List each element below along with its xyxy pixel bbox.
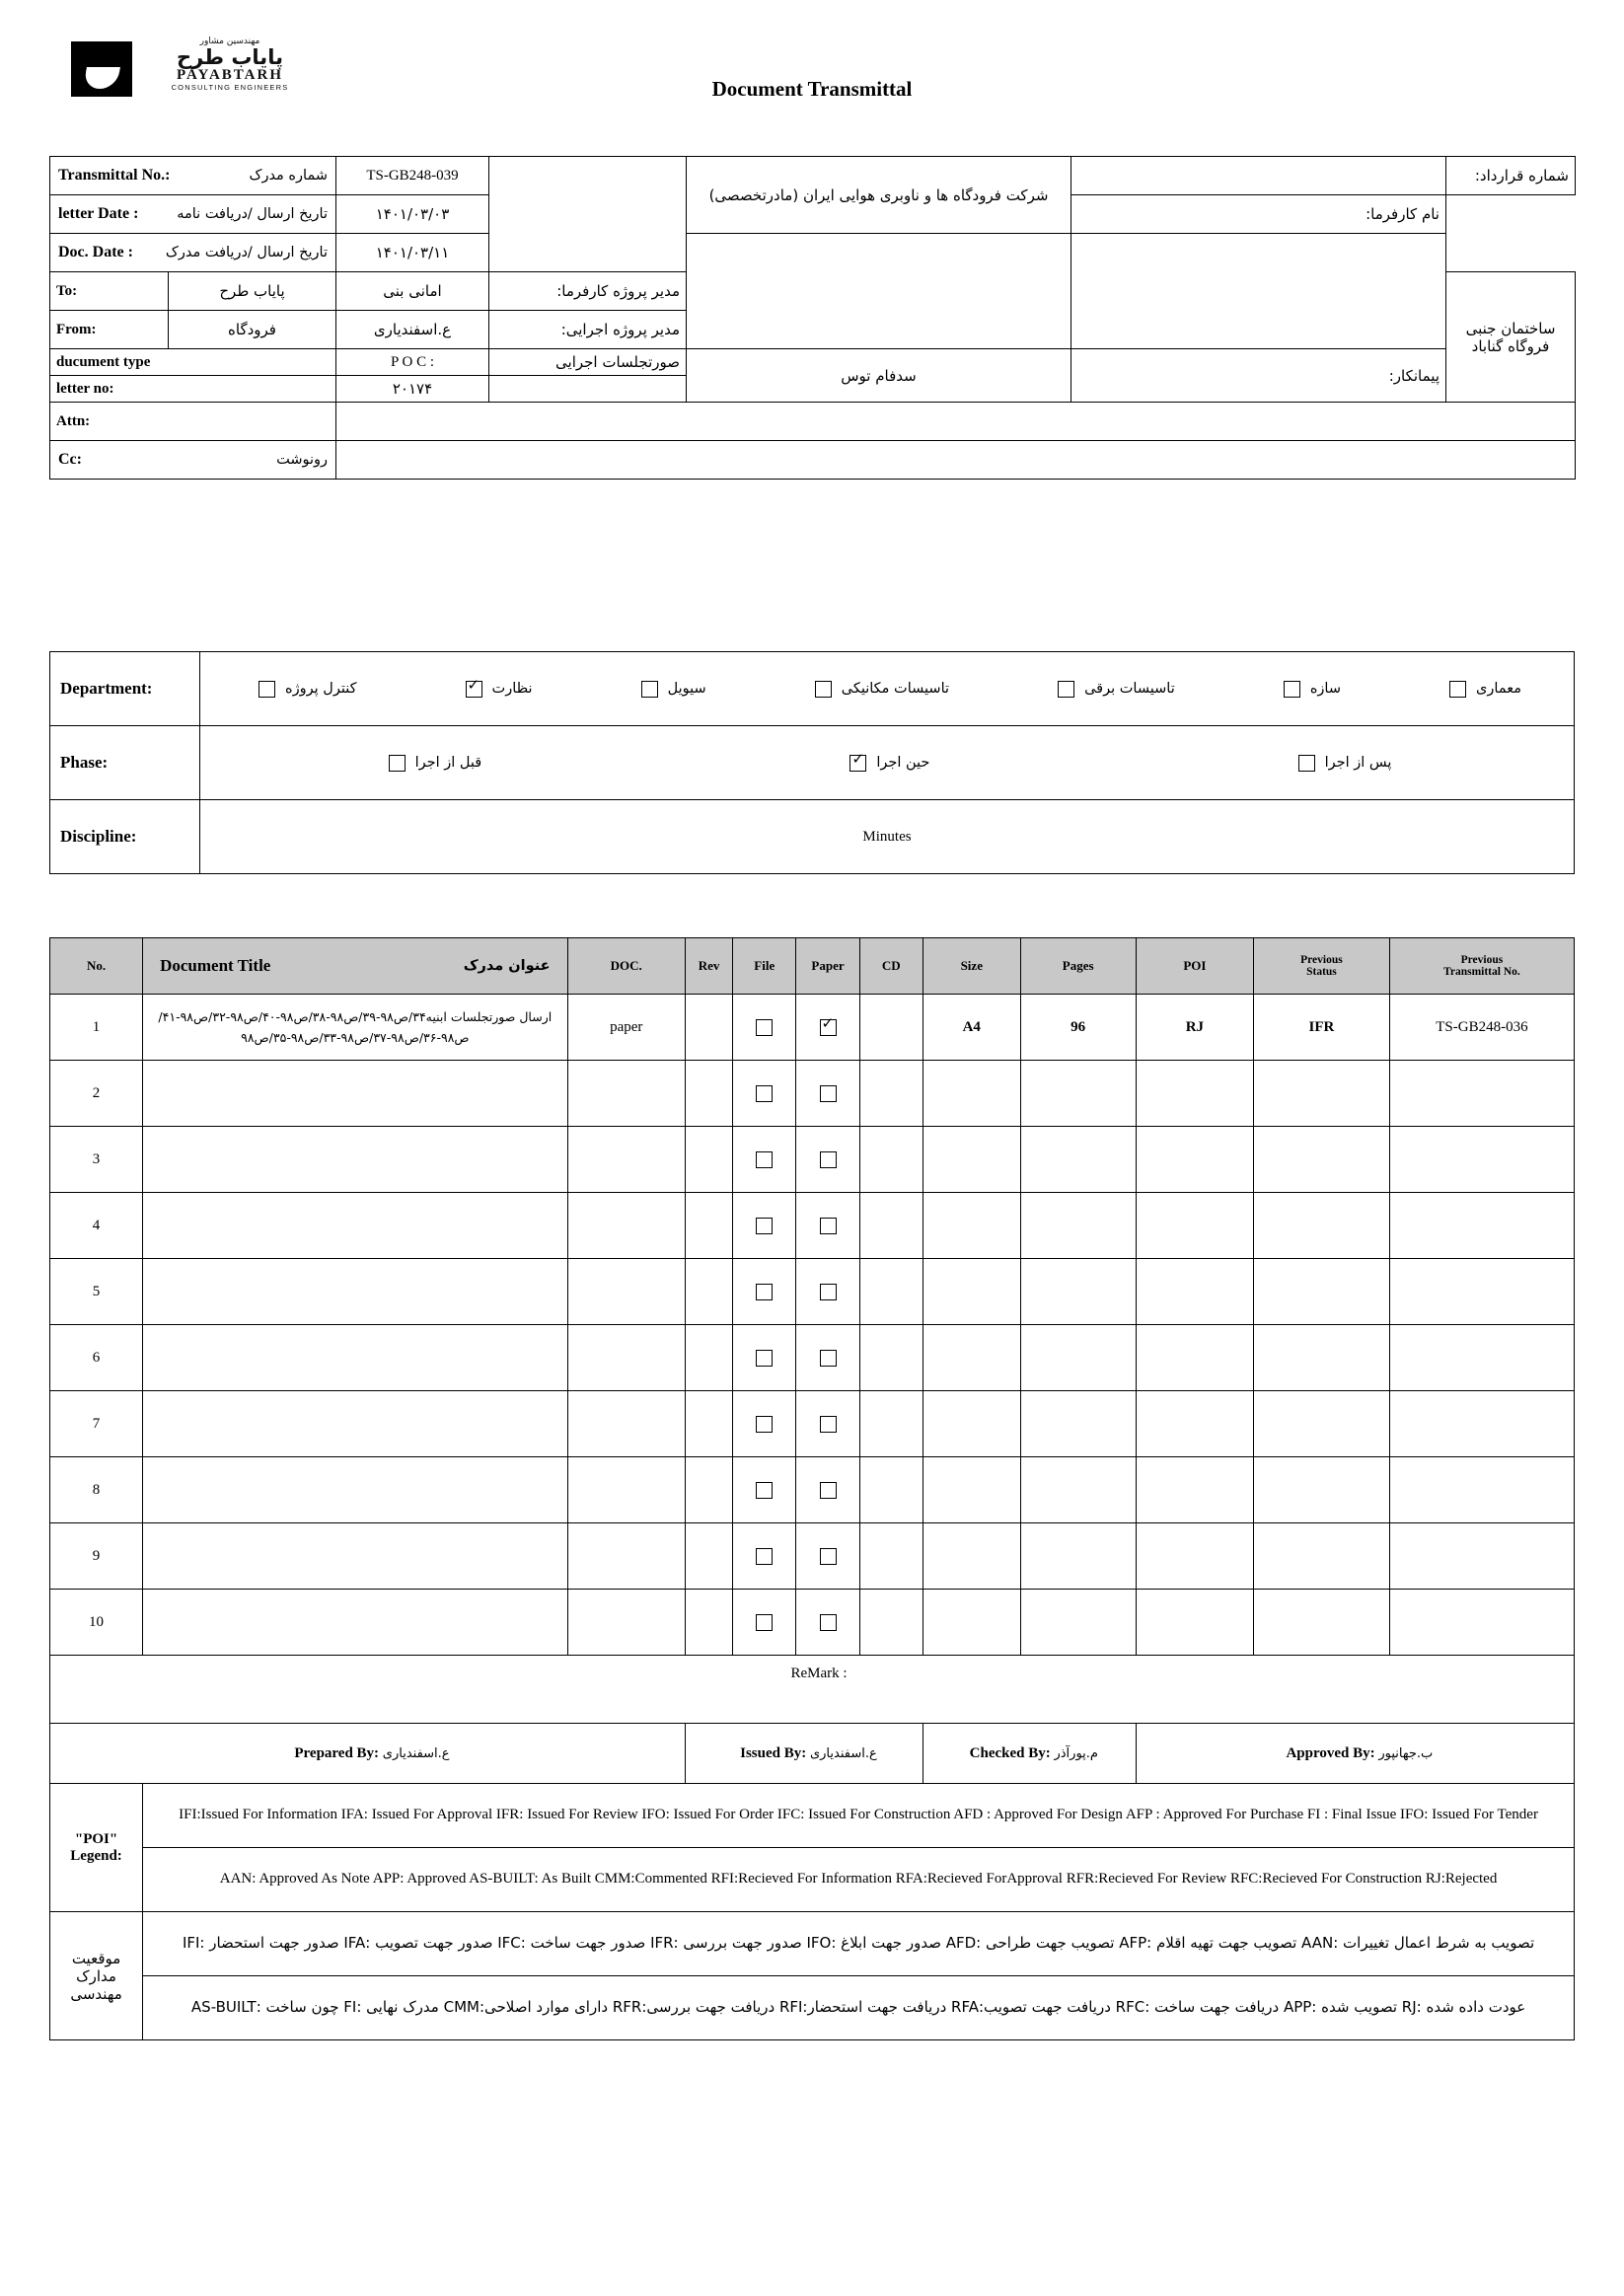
row-rev[interactable]	[685, 1391, 732, 1457]
row-size[interactable]	[923, 1127, 1020, 1193]
table-row	[50, 349, 1576, 376]
row-previous-transmittal[interactable]	[1389, 1061, 1574, 1127]
row-no: 3	[50, 1127, 143, 1193]
checkbox-paper[interactable]	[820, 1019, 837, 1036]
row-cd[interactable]	[859, 1193, 923, 1259]
letter-no-label: letter no:	[50, 376, 336, 403]
row-paper[interactable]	[796, 1457, 859, 1523]
row-pages[interactable]	[1020, 1590, 1136, 1656]
poc-value[interactable]: P O C :	[336, 349, 489, 376]
row-rev[interactable]	[685, 1590, 732, 1656]
letter-no-empty	[489, 376, 687, 403]
row-no: 9	[50, 1523, 143, 1590]
row-cd[interactable]	[859, 1457, 923, 1523]
header-size: Size	[923, 938, 1020, 995]
table-row	[50, 1259, 1575, 1325]
logo-line-2: پایاب طرح	[177, 45, 283, 70]
row-previous-status[interactable]	[1254, 1325, 1390, 1391]
row-doc[interactable]	[567, 1325, 685, 1391]
row-cd[interactable]	[859, 1127, 923, 1193]
phase-option-during[interactable]	[844, 755, 929, 772]
row-size[interactable]	[923, 1457, 1020, 1523]
row-previous-transmittal[interactable]	[1389, 1325, 1574, 1391]
row-rev[interactable]	[685, 1193, 732, 1259]
row-file[interactable]	[733, 1061, 796, 1127]
contractor-value: سدفام توس	[687, 349, 1071, 403]
transmittal-info-table	[49, 156, 1576, 480]
transmittal-no-value[interactable]: TS-GB248-039	[336, 157, 489, 195]
letter-date-label: letter Date : تاریخ ارسال /دریافت نامه	[50, 195, 336, 234]
dept-option-electrical[interactable]	[1052, 681, 1175, 698]
spacer-cell-mid	[687, 234, 1071, 349]
row-no: 10	[50, 1590, 143, 1656]
checkbox-paper[interactable]	[820, 1548, 837, 1565]
row-paper[interactable]	[796, 1325, 859, 1391]
checkbox-paper[interactable]	[820, 1218, 837, 1234]
checkbox-sazeh[interactable]	[1284, 681, 1300, 698]
document-type-fa-label: صورتجلسات اجرایی	[489, 349, 687, 376]
phase-option-label: پس از اجرا	[1324, 755, 1392, 771]
row-document-title[interactable]	[143, 1590, 567, 1656]
employer-name-label: نام کارفرما:	[1071, 195, 1446, 234]
exec-pm-value[interactable]: ع.اسفندیاری	[336, 311, 489, 349]
row-doc[interactable]	[567, 1457, 685, 1523]
row-previous-status[interactable]: IFR	[1254, 995, 1390, 1061]
checkbox-file[interactable]	[756, 1350, 773, 1367]
remark-label: ReMark :	[790, 1666, 848, 1681]
phase-label: Phase:	[50, 726, 200, 800]
employer-pm-value[interactable]: امانی بنی	[336, 272, 489, 311]
contract-no-label: شماره قرارداد:	[1446, 157, 1576, 195]
row-previous-status[interactable]	[1254, 1590, 1390, 1656]
row-paper[interactable]	[796, 1523, 859, 1590]
row-pages[interactable]	[1020, 1391, 1136, 1457]
documents-block	[49, 937, 1575, 2040]
row-paper[interactable]	[796, 1193, 859, 1259]
document-type-label: ducument type	[50, 349, 336, 376]
row-previous-status[interactable]	[1254, 1127, 1390, 1193]
department-label: Department:	[50, 652, 200, 726]
row-file[interactable]	[733, 1193, 796, 1259]
row-paper[interactable]	[796, 1391, 859, 1457]
row-previous-transmittal[interactable]	[1389, 1391, 1574, 1457]
logo-line-3: PAYABTARH	[176, 67, 284, 84]
row-size[interactable]	[923, 1061, 1020, 1127]
row-document-title[interactable]	[143, 1457, 567, 1523]
row-document-title[interactable]	[143, 1325, 567, 1391]
header-previous-status: Previous Status	[1254, 938, 1390, 995]
checkbox-paper[interactable]	[820, 1350, 837, 1367]
row-poi[interactable]	[1136, 1127, 1253, 1193]
checkbox-civil[interactable]	[641, 681, 658, 698]
row-poi[interactable]	[1136, 1391, 1253, 1457]
header-no: No.	[50, 938, 143, 995]
cc-label: Cc: رونوشت	[50, 441, 336, 480]
row-poi[interactable]	[1136, 1061, 1253, 1127]
checkbox-paper[interactable]	[820, 1614, 837, 1631]
letter-date-value[interactable]: ۱۴۰۱/۰۳/۰۳	[336, 195, 489, 234]
spacer-cell-left	[489, 157, 687, 272]
checked-by-cell[interactable]	[923, 1724, 1136, 1784]
row-previous-transmittal[interactable]	[1389, 1457, 1574, 1523]
table-row	[50, 1784, 1575, 1848]
row-no: 6	[50, 1325, 143, 1391]
checkbox-paper[interactable]	[820, 1416, 837, 1433]
checkbox-phase-before[interactable]	[389, 755, 406, 772]
row-pages[interactable]	[1020, 1523, 1136, 1590]
row-poi[interactable]	[1136, 1590, 1253, 1656]
table-row	[50, 441, 1576, 480]
row-doc[interactable]	[567, 1523, 685, 1590]
row-no: 1	[50, 995, 143, 1061]
table-row	[50, 800, 1575, 874]
phase-option-label: حین اجرا	[876, 755, 930, 771]
dept-option-label: نظارت	[491, 681, 533, 697]
table-row	[50, 1724, 1575, 1784]
approved-by-name: ب.جهانپور	[1378, 1745, 1434, 1761]
row-previous-transmittal[interactable]	[1389, 1590, 1574, 1656]
row-paper[interactable]	[796, 1127, 859, 1193]
row-document-title[interactable]	[143, 1061, 567, 1127]
dept-option-supervision[interactable]	[460, 681, 533, 698]
row-size[interactable]: A4	[923, 995, 1020, 1061]
checked-by-name: م.پورآذر	[1054, 1745, 1098, 1761]
row-rev[interactable]	[685, 995, 732, 1061]
row-size[interactable]	[923, 1193, 1020, 1259]
dept-option-label: سیویل	[667, 681, 706, 697]
row-no: 7	[50, 1391, 143, 1457]
row-rev[interactable]	[685, 1325, 732, 1391]
row-cd[interactable]	[859, 1061, 923, 1127]
phase-option-after[interactable]	[1292, 755, 1392, 772]
checkbox-file[interactable]	[756, 1548, 773, 1565]
row-no: 5	[50, 1259, 143, 1325]
issued-by-label: Issued By:	[740, 1744, 807, 1761]
table-row	[50, 1848, 1575, 1912]
checkbox-memari[interactable]	[1449, 681, 1466, 698]
checkbox-file[interactable]	[756, 1416, 773, 1433]
dept-option-label: معماری	[1476, 681, 1521, 697]
phase-option-label: قبل از اجرا	[414, 755, 482, 771]
documents-table	[49, 937, 1575, 2040]
prepared-by-cell[interactable]	[50, 1724, 686, 1784]
issued-by-name: ع.اسفندیاری	[809, 1745, 877, 1761]
poi-legend-fa-label: موقعیت مدارک مهندسی	[50, 1912, 143, 2040]
row-cd[interactable]	[859, 1259, 923, 1325]
checkbox-paper[interactable]	[820, 1151, 837, 1168]
doc-date-label: Doc. Date : تاریخ ارسال /دریافت مدرک	[50, 234, 336, 272]
row-rev[interactable]	[685, 1127, 732, 1193]
department-block	[49, 651, 1575, 874]
row-doc[interactable]	[567, 1061, 685, 1127]
row-document-title[interactable]	[143, 1523, 567, 1590]
table-row	[50, 1127, 1575, 1193]
row-doc[interactable]	[567, 1193, 685, 1259]
row-poi[interactable]	[1136, 1259, 1253, 1325]
checked-by-label: Checked By:	[969, 1744, 1051, 1761]
row-file[interactable]	[733, 1325, 796, 1391]
row-document-title[interactable]	[143, 1193, 567, 1259]
prepared-by-name: ع.اسفندیاری	[382, 1745, 450, 1761]
header-previous-transmittal: Previous Transmittal No.	[1389, 938, 1574, 995]
table-row	[50, 1656, 1575, 1724]
row-size[interactable]	[923, 1391, 1020, 1457]
row-rev[interactable]	[685, 1523, 732, 1590]
attn-value[interactable]	[336, 403, 1576, 441]
header-document-title: Document Title عنوان مدرک	[143, 938, 567, 995]
department-options	[200, 652, 1575, 726]
row-pages[interactable]	[1020, 1259, 1136, 1325]
row-poi[interactable]	[1136, 1193, 1253, 1259]
row-cd[interactable]	[859, 1590, 923, 1656]
logo-line-1: مهندسین مشاور	[199, 37, 260, 46]
table-row	[50, 1590, 1575, 1656]
checkbox-paper[interactable]	[820, 1482, 837, 1499]
dept-option-sazeh[interactable]	[1278, 681, 1341, 698]
row-paper[interactable]	[796, 1259, 859, 1325]
row-doc[interactable]	[567, 1259, 685, 1325]
row-file[interactable]	[733, 1259, 796, 1325]
row-previous-transmittal[interactable]	[1389, 1127, 1574, 1193]
row-pages[interactable]	[1020, 1457, 1136, 1523]
header-file: File	[733, 938, 796, 995]
employer-name-value: شرکت فرودگاه ها و ناوبری هوایی ایران (مادرتخصصی)	[687, 157, 1071, 234]
page-title: Document Transmittal	[711, 77, 913, 101]
row-rev[interactable]	[685, 1259, 732, 1325]
row-doc[interactable]	[567, 1590, 685, 1656]
approved-by-label: Approved By:	[1286, 1744, 1375, 1761]
checkbox-supervision[interactable]	[466, 681, 482, 698]
row-file[interactable]	[733, 1391, 796, 1457]
row-paper[interactable]	[796, 1590, 859, 1656]
row-previous-status[interactable]	[1254, 1391, 1390, 1457]
poi-legend-label: "POI" Legend:	[50, 1784, 143, 1912]
row-pages[interactable]	[1020, 1193, 1136, 1259]
checkbox-phase-during[interactable]	[849, 755, 866, 772]
spacer-cell-right	[1071, 234, 1446, 349]
row-file[interactable]	[733, 1457, 796, 1523]
attn-label: Attn:	[50, 403, 336, 441]
row-no: 8	[50, 1457, 143, 1523]
table-row	[50, 1523, 1575, 1590]
row-previous-status[interactable]	[1254, 1523, 1390, 1590]
checkbox-file[interactable]	[756, 1614, 773, 1631]
table-row	[50, 1912, 1575, 1976]
row-cd[interactable]	[859, 1391, 923, 1457]
legend-fa-line-2: عودت داده شده :RJ تصویب شده :APP دریافت جهت ساخت :RFC دریافت جهت تصویب:RFA دریافت جهت استحضار:RFI دریافت جهت بررسی:RFR دارای موارد اصلاحی:CMM مدرک نهایی :FI چون ساخت :AS-BUILT	[143, 1976, 1575, 2040]
dept-option-label: تاسیسات برقی	[1084, 681, 1175, 697]
row-cd[interactable]	[859, 1325, 923, 1391]
row-size[interactable]	[923, 1325, 1020, 1391]
header-pages: Pages	[1020, 938, 1136, 995]
row-rev[interactable]	[685, 1061, 732, 1127]
from-label: From:	[50, 311, 169, 349]
legend-en-line-1: IFI:Issued For Information IFA: Issued For Approval IFR: Issued For Review IFO: Issued For Order IFC: Issued For Construction AFD : Approved For Design AFP : Approved For Purchase FI : Final Issue IFO: Issued For Tender	[143, 1784, 1575, 1848]
header-poi: POI	[1136, 938, 1253, 995]
row-previous-status[interactable]	[1254, 1259, 1390, 1325]
department-table	[49, 651, 1575, 874]
row-pages[interactable]	[1020, 1127, 1136, 1193]
phase-options	[200, 726, 1575, 800]
row-document-title[interactable]	[143, 1259, 567, 1325]
phase-option-before[interactable]	[383, 755, 482, 772]
cc-value[interactable]	[336, 441, 1576, 480]
issued-by-cell[interactable]	[685, 1724, 923, 1784]
row-pages[interactable]: 96	[1020, 995, 1136, 1061]
table-row	[50, 403, 1576, 441]
table-row	[50, 726, 1575, 800]
checkbox-paper[interactable]	[820, 1284, 837, 1300]
header-rev: Rev	[685, 938, 732, 995]
dept-option-memari[interactable]	[1443, 681, 1521, 698]
remark-cell[interactable]	[50, 1656, 1575, 1724]
dept-option-label: تاسیسات مکانیکی	[841, 681, 950, 697]
checkbox-project-control[interactable]	[258, 681, 275, 698]
row-previous-transmittal[interactable]	[1389, 1523, 1574, 1590]
row-doc[interactable]: paper	[567, 995, 685, 1061]
table-row	[50, 1061, 1575, 1127]
row-document-title[interactable]	[143, 1391, 567, 1457]
checkbox-phase-after[interactable]	[1298, 755, 1315, 772]
table-row	[50, 1391, 1575, 1457]
checkbox-file[interactable]	[756, 1218, 773, 1234]
table-row	[50, 652, 1575, 726]
row-size[interactable]	[923, 1259, 1020, 1325]
row-file[interactable]	[733, 995, 796, 1061]
row-previous-status[interactable]	[1254, 1193, 1390, 1259]
row-document-title[interactable]: ارسال صورتجلسات ابنیه۳۴/ص۹۸-۳۹/ص۹۸-۳۸/ص۹۸-۴۰/ص۹۸-۳۲/ص۹۸-۴۱/ص۹۸-۳۶/ص۹۸-۳۷/ص۹۸-۳۳/ص۹۸-۳۵/ص۹۸	[143, 995, 567, 1061]
row-previous-status[interactable]	[1254, 1457, 1390, 1523]
dept-option-project-control[interactable]	[253, 681, 356, 698]
prepared-by-label: Prepared By:	[294, 1744, 380, 1761]
checkbox-electrical[interactable]	[1058, 681, 1074, 698]
row-rev[interactable]	[685, 1457, 732, 1523]
table-row	[50, 1976, 1575, 2040]
row-doc[interactable]	[567, 1391, 685, 1457]
discipline-value[interactable]: Minutes	[200, 800, 1575, 874]
approved-by-cell[interactable]	[1136, 1724, 1574, 1784]
table-row	[50, 1193, 1575, 1259]
row-poi[interactable]	[1136, 1457, 1253, 1523]
row-previous-transmittal[interactable]	[1389, 1259, 1574, 1325]
to-value-fa[interactable]: پایاب طرح	[169, 272, 336, 311]
exec-pm-label: مدیر پروژه اجرایی:	[489, 311, 687, 349]
dept-option-label: سازه	[1309, 681, 1341, 697]
from-value-fa[interactable]: فرودگاه	[169, 311, 336, 349]
row-cd[interactable]	[859, 995, 923, 1061]
checkbox-paper[interactable]	[820, 1085, 837, 1102]
row-poi[interactable]: RJ	[1136, 995, 1253, 1061]
row-size[interactable]	[923, 1590, 1020, 1656]
row-pages[interactable]	[1020, 1061, 1136, 1127]
row-cd[interactable]	[859, 1523, 923, 1590]
row-poi[interactable]	[1136, 1523, 1253, 1590]
dept-option-mechanical[interactable]	[809, 681, 949, 698]
letter-no-value[interactable]: ۲۰۱۷۴	[336, 376, 489, 403]
logo-line-4: CONSULTING ENGINEERS	[171, 83, 289, 93]
table-row	[50, 234, 1576, 272]
row-pages[interactable]	[1020, 1325, 1136, 1391]
row-doc[interactable]	[567, 1127, 685, 1193]
row-file[interactable]	[733, 1127, 796, 1193]
header-doc: DOC.	[567, 938, 685, 995]
legend-en-line-2: AAN: Approved As Note APP: Approved AS-BUILT: As Built CMM:Commented RFI:Recieved For Information RFA:Recieved ForApproval RFR:Recieved For Review RFC:Recieved For Construction RJ:Rejected	[143, 1848, 1575, 1912]
table-header-row	[50, 938, 1575, 995]
dept-option-label: کنترل پروژه	[285, 681, 357, 697]
row-file[interactable]	[733, 1523, 796, 1590]
table-row	[50, 157, 1576, 195]
row-paper[interactable]	[796, 995, 859, 1061]
row-document-title[interactable]	[143, 1127, 567, 1193]
checkbox-file[interactable]	[756, 1151, 773, 1168]
row-poi[interactable]	[1136, 1325, 1253, 1391]
contract-no-value[interactable]	[1071, 157, 1446, 195]
checkbox-mechanical[interactable]	[815, 681, 832, 698]
table-row	[50, 1325, 1575, 1391]
table-row	[50, 995, 1575, 1061]
header-paper: Paper	[796, 938, 859, 995]
checkbox-file[interactable]	[756, 1085, 773, 1102]
checkbox-file[interactable]	[756, 1482, 773, 1499]
row-paper[interactable]	[796, 1061, 859, 1127]
project-name-value: ساختمان جنبی فروگاه گناباد	[1446, 272, 1576, 403]
row-previous-status[interactable]	[1254, 1061, 1390, 1127]
checkbox-file[interactable]	[756, 1284, 773, 1300]
checkbox-file[interactable]	[756, 1019, 773, 1036]
employer-pm-label: مدیر پروژه کارفرما:	[489, 272, 687, 311]
row-file[interactable]	[733, 1590, 796, 1656]
header-cd: CD	[859, 938, 923, 995]
row-previous-transmittal[interactable]	[1389, 1193, 1574, 1259]
to-label: To:	[50, 272, 169, 311]
row-no: 2	[50, 1061, 143, 1127]
discipline-label: Discipline:	[50, 800, 200, 874]
transmittal-info-block	[49, 156, 1575, 480]
dept-option-civil[interactable]	[635, 681, 706, 698]
doc-date-value[interactable]: ۱۴۰۱/۰۳/۱۱	[336, 234, 489, 272]
row-size[interactable]	[923, 1523, 1020, 1590]
row-no: 4	[50, 1193, 143, 1259]
row-previous-transmittal[interactable]: TS-GB248-036	[1389, 995, 1574, 1061]
legend-fa-line-1: تصویب به شرط اعمال تغییرات :AAN تصویب جهت تهیه اقلام :AFP تصویب جهت طراحی :AFD صدور جهت ابلاغ :IFO صدور جهت بررسی :IFR صدور جهت ساخت :IFC صدور جهت تصویب :IFA صدور جهت استحضار :IFI	[143, 1912, 1575, 1976]
page-header	[0, 0, 1624, 118]
transmittal-no-label: Transmittal No.: شماره مدرک	[50, 157, 336, 195]
table-row	[50, 1457, 1575, 1523]
contractor-label: پیمانکار:	[1071, 349, 1446, 403]
